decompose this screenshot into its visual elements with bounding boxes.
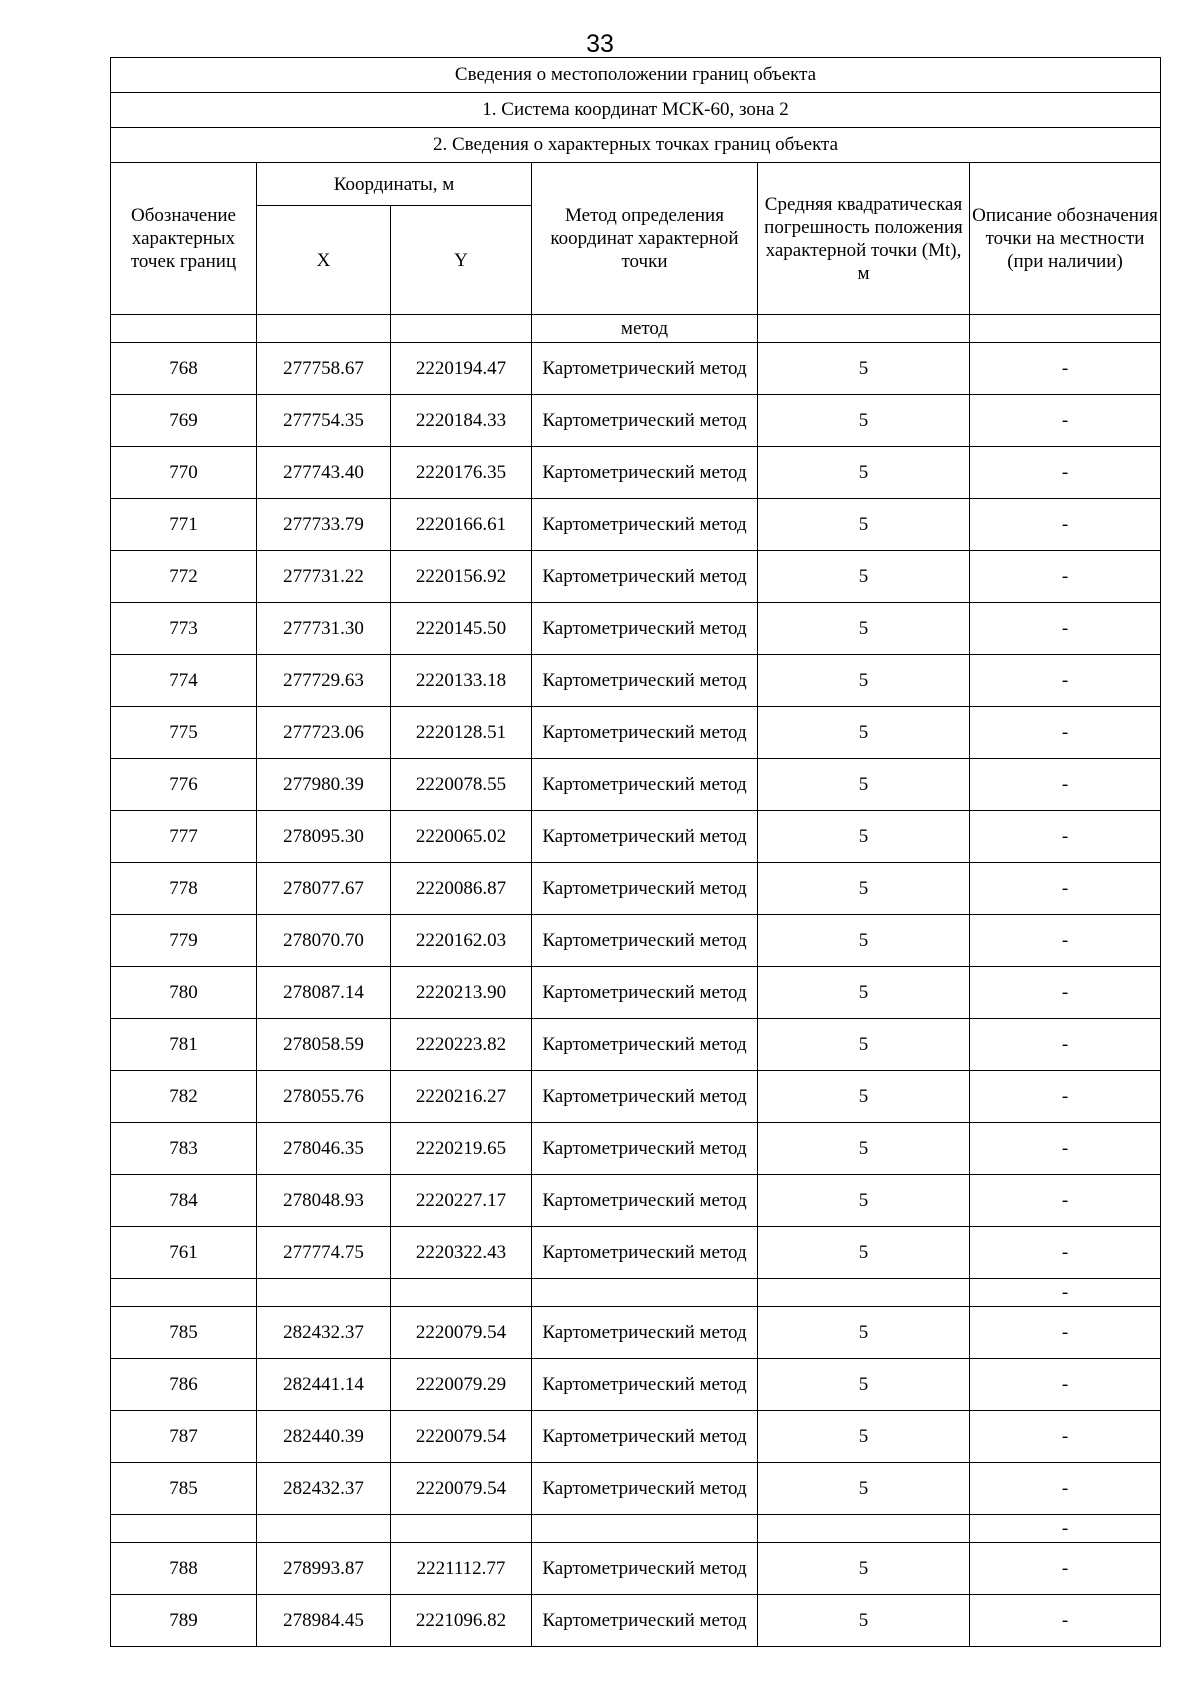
method-value: Картометрический метод xyxy=(532,1411,758,1463)
y-value: 2220133.18 xyxy=(391,655,532,707)
description-value: - xyxy=(970,1307,1161,1359)
method-value: Картометрический метод xyxy=(532,1227,758,1279)
y-value: 2220194.47 xyxy=(391,343,532,395)
point-id: 785 xyxy=(111,1463,257,1515)
error-value: 5 xyxy=(758,1359,970,1411)
x-value: 282432.37 xyxy=(257,1463,391,1515)
y-value: 2220176.35 xyxy=(391,447,532,499)
table-row xyxy=(111,1227,1161,1279)
y-value: 2220184.33 xyxy=(391,395,532,447)
x-value: 278046.35 xyxy=(257,1123,391,1175)
table-row xyxy=(111,759,1161,811)
x-value: 278993.87 xyxy=(257,1543,391,1595)
description-value: - xyxy=(970,811,1161,863)
separator-row xyxy=(111,1279,1161,1307)
error-value: 5 xyxy=(758,1071,970,1123)
coordinate-system-title: 1. Система координат МСК-60, зона 2 xyxy=(111,93,1161,128)
x-value: 277743.40 xyxy=(257,447,391,499)
description-value: - xyxy=(970,1123,1161,1175)
error-value: 5 xyxy=(758,395,970,447)
continuation-row xyxy=(111,315,1161,343)
y-value: 2220145.50 xyxy=(391,603,532,655)
error-value: 5 xyxy=(758,1307,970,1359)
error-value: 5 xyxy=(758,1019,970,1071)
y-value: 2220322.43 xyxy=(391,1227,532,1279)
method-value: Картометрический метод xyxy=(532,1071,758,1123)
y-header: Y xyxy=(391,206,532,315)
method-value: Картометрический метод xyxy=(532,447,758,499)
table-row xyxy=(111,1463,1161,1515)
point-id: 788 xyxy=(111,1543,257,1595)
table-row xyxy=(111,551,1161,603)
x-value: 278087.14 xyxy=(257,967,391,1019)
table-row xyxy=(111,967,1161,1019)
y-value: 2220128.51 xyxy=(391,707,532,759)
point-id: 761 xyxy=(111,1227,257,1279)
points-section-title: 2. Сведения о характерных точках границ объекта xyxy=(111,128,1161,163)
error-value: 5 xyxy=(758,499,970,551)
error-value: 5 xyxy=(758,551,970,603)
y-value: 2220079.54 xyxy=(391,1411,532,1463)
table-row xyxy=(111,707,1161,759)
error-value: 5 xyxy=(758,1463,970,1515)
error-value: 5 xyxy=(758,1175,970,1227)
x-value: 278984.45 xyxy=(257,1595,391,1647)
method-value: Картометрический метод xyxy=(532,1123,758,1175)
x-value xyxy=(257,1515,391,1543)
error-value: 5 xyxy=(758,1595,970,1647)
point-id xyxy=(111,1279,257,1307)
method-value xyxy=(532,1279,758,1307)
method-value xyxy=(532,1515,758,1543)
point-id: 772 xyxy=(111,551,257,603)
point-id xyxy=(111,1515,257,1543)
description-value: - xyxy=(970,863,1161,915)
method-value: Картометрический метод xyxy=(532,1595,758,1647)
x-value: 278048.93 xyxy=(257,1175,391,1227)
point-id: 771 xyxy=(111,499,257,551)
description-value: - xyxy=(970,603,1161,655)
error-value: 5 xyxy=(758,759,970,811)
y-value: 2220216.27 xyxy=(391,1071,532,1123)
y-value: 2221112.77 xyxy=(391,1543,532,1595)
y-value: 2220079.29 xyxy=(391,1359,532,1411)
method-value: Картометрический метод xyxy=(532,915,758,967)
description-value: - xyxy=(970,1515,1161,1543)
x-value: 277774.75 xyxy=(257,1227,391,1279)
description-value: - xyxy=(970,551,1161,603)
description-value: - xyxy=(970,1411,1161,1463)
point-id: 783 xyxy=(111,1123,257,1175)
error-value: 5 xyxy=(758,447,970,499)
x-value: 282441.14 xyxy=(257,1359,391,1411)
description-value: - xyxy=(970,447,1161,499)
error-value: 5 xyxy=(758,603,970,655)
table-row xyxy=(111,1543,1161,1595)
point-id: 775 xyxy=(111,707,257,759)
method-value: Картометрический метод xyxy=(532,863,758,915)
y-value xyxy=(391,1515,532,1543)
point-id: 770 xyxy=(111,447,257,499)
error-value: 5 xyxy=(758,915,970,967)
error-value: 5 xyxy=(758,1123,970,1175)
table-row xyxy=(111,447,1161,499)
y-value: 2221096.82 xyxy=(391,1595,532,1647)
table-row xyxy=(111,1019,1161,1071)
continuation-method: метод xyxy=(532,315,758,343)
page-number: 33 xyxy=(586,30,614,58)
description-value: - xyxy=(970,1071,1161,1123)
x-value: 277723.06 xyxy=(257,707,391,759)
point-id: 785 xyxy=(111,1307,257,1359)
point-id: 777 xyxy=(111,811,257,863)
table-row xyxy=(111,1307,1161,1359)
description-value: - xyxy=(970,707,1161,759)
y-value: 2220078.55 xyxy=(391,759,532,811)
table-row xyxy=(111,499,1161,551)
method-value: Картометрический метод xyxy=(532,603,758,655)
method-value: Картометрический метод xyxy=(532,811,758,863)
x-value: 282432.37 xyxy=(257,1307,391,1359)
y-value: 2220086.87 xyxy=(391,863,532,915)
method-value: Картометрический метод xyxy=(532,967,758,1019)
table-row xyxy=(111,1359,1161,1411)
table-row xyxy=(111,1123,1161,1175)
error-value: 5 xyxy=(758,863,970,915)
method-header: Метод определения координат характерной точки xyxy=(532,163,758,315)
point-id: 779 xyxy=(111,915,257,967)
x-value: 277731.22 xyxy=(257,551,391,603)
point-id: 782 xyxy=(111,1071,257,1123)
error-value: 5 xyxy=(758,1411,970,1463)
y-value: 2220156.92 xyxy=(391,551,532,603)
point-id: 769 xyxy=(111,395,257,447)
x-value: 277733.79 xyxy=(257,499,391,551)
error-value xyxy=(758,1279,970,1307)
description-value: - xyxy=(970,915,1161,967)
description-value: - xyxy=(970,1019,1161,1071)
x-value: 277980.39 xyxy=(257,759,391,811)
method-value: Картометрический метод xyxy=(532,499,758,551)
table-row xyxy=(111,863,1161,915)
error-value: 5 xyxy=(758,967,970,1019)
error-value: 5 xyxy=(758,811,970,863)
description-value: - xyxy=(970,1175,1161,1227)
point-id: 786 xyxy=(111,1359,257,1411)
table-row xyxy=(111,811,1161,863)
table-row xyxy=(111,1411,1161,1463)
y-value xyxy=(391,1279,532,1307)
description-value: - xyxy=(970,343,1161,395)
description-header: Описание обозначения точки на местности (при наличии) xyxy=(970,163,1161,315)
y-value: 2220219.65 xyxy=(391,1123,532,1175)
table-row xyxy=(111,603,1161,655)
error-header: Средняя квадратическая погрешность положения характерной точки (Mt), м xyxy=(758,163,970,315)
point-id: 768 xyxy=(111,343,257,395)
point-id: 773 xyxy=(111,603,257,655)
coordinates-header: Координаты, м xyxy=(257,163,532,206)
method-value: Картометрический метод xyxy=(532,1463,758,1515)
x-value: 278058.59 xyxy=(257,1019,391,1071)
y-value: 2220223.82 xyxy=(391,1019,532,1071)
table-row xyxy=(111,1595,1161,1647)
method-value: Картометрический метод xyxy=(532,1307,758,1359)
description-value: - xyxy=(970,499,1161,551)
method-value: Картометрический метод xyxy=(532,1175,758,1227)
designation-header: Обозначение характерных точек границ xyxy=(111,163,257,315)
point-id: 789 xyxy=(111,1595,257,1647)
x-value: 277754.35 xyxy=(257,395,391,447)
method-value: Картометрический метод xyxy=(532,343,758,395)
table-row xyxy=(111,1175,1161,1227)
method-value: Картометрический метод xyxy=(532,759,758,811)
point-id: 780 xyxy=(111,967,257,1019)
method-value: Картометрический метод xyxy=(532,395,758,447)
x-value: 278095.30 xyxy=(257,811,391,863)
y-value: 2220079.54 xyxy=(391,1463,532,1515)
description-value: - xyxy=(970,1279,1161,1307)
table-row xyxy=(111,1071,1161,1123)
separator-row xyxy=(111,1515,1161,1543)
x-value: 278055.76 xyxy=(257,1071,391,1123)
y-value: 2220166.61 xyxy=(391,499,532,551)
method-value: Картометрический метод xyxy=(532,655,758,707)
table-row xyxy=(111,915,1161,967)
table-row xyxy=(111,395,1161,447)
description-value: - xyxy=(970,1463,1161,1515)
description-value: - xyxy=(970,395,1161,447)
boundary-points-table xyxy=(110,57,1161,1647)
description-value: - xyxy=(970,1543,1161,1595)
error-value: 5 xyxy=(758,1227,970,1279)
point-id: 781 xyxy=(111,1019,257,1071)
table-row xyxy=(111,655,1161,707)
description-value: - xyxy=(970,759,1161,811)
description-value: - xyxy=(970,655,1161,707)
description-value: - xyxy=(970,1359,1161,1411)
y-value: 2220213.90 xyxy=(391,967,532,1019)
method-value: Картометрический метод xyxy=(532,551,758,603)
description-value: - xyxy=(970,1227,1161,1279)
error-value: 5 xyxy=(758,707,970,759)
point-id: 778 xyxy=(111,863,257,915)
point-id: 787 xyxy=(111,1411,257,1463)
x-value: 277729.63 xyxy=(257,655,391,707)
error-value: 5 xyxy=(758,1543,970,1595)
method-value: Картометрический метод xyxy=(532,1543,758,1595)
x-value: 278070.70 xyxy=(257,915,391,967)
x-value: 278077.67 xyxy=(257,863,391,915)
y-value: 2220162.03 xyxy=(391,915,532,967)
x-value: 282440.39 xyxy=(257,1411,391,1463)
error-value: 5 xyxy=(758,655,970,707)
error-value xyxy=(758,1515,970,1543)
method-value: Картометрический метод xyxy=(532,1359,758,1411)
y-value: 2220065.02 xyxy=(391,811,532,863)
method-value: Картометрический метод xyxy=(532,707,758,759)
error-value: 5 xyxy=(758,343,970,395)
table-title: Сведения о местоположении границ объекта xyxy=(111,58,1161,93)
description-value: - xyxy=(970,967,1161,1019)
method-value: Картометрический метод xyxy=(532,1019,758,1071)
point-id: 774 xyxy=(111,655,257,707)
table-row xyxy=(111,343,1161,395)
description-value: - xyxy=(970,1595,1161,1647)
y-value: 2220079.54 xyxy=(391,1307,532,1359)
x-value: 277731.30 xyxy=(257,603,391,655)
x-header: X xyxy=(257,206,391,315)
point-id: 784 xyxy=(111,1175,257,1227)
x-value: 277758.67 xyxy=(257,343,391,395)
x-value xyxy=(257,1279,391,1307)
point-id: 776 xyxy=(111,759,257,811)
y-value: 2220227.17 xyxy=(391,1175,532,1227)
